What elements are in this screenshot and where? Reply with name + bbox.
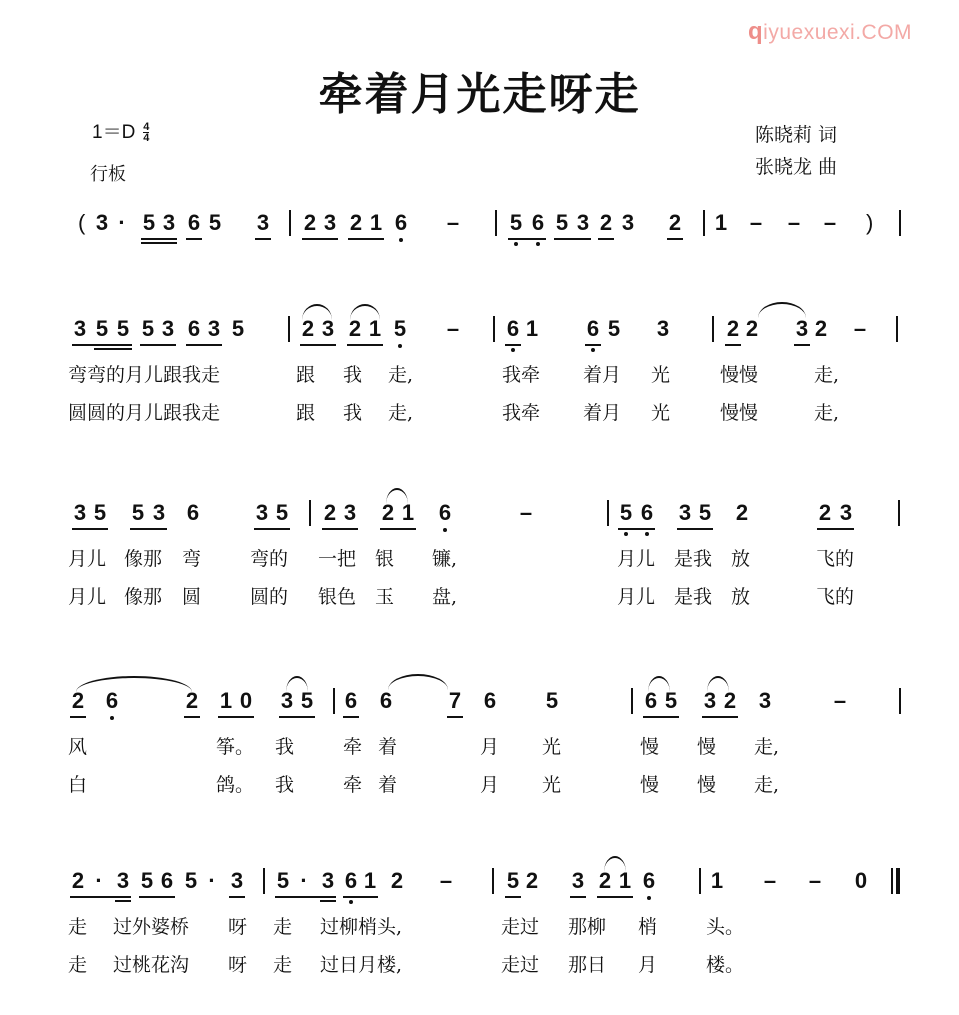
barline bbox=[607, 500, 609, 526]
note: 3 bbox=[152, 500, 166, 525]
note: 2 bbox=[814, 316, 828, 341]
note: 6 bbox=[483, 688, 497, 713]
underline bbox=[725, 344, 741, 346]
note: 5 bbox=[231, 316, 245, 341]
note: 3 bbox=[256, 210, 270, 235]
dash: – bbox=[446, 316, 460, 341]
note: 2 bbox=[390, 868, 404, 893]
underline bbox=[72, 344, 132, 346]
lyric: 走, bbox=[388, 402, 414, 424]
underline bbox=[72, 528, 108, 530]
underline bbox=[677, 528, 713, 530]
lyric: 走, bbox=[754, 774, 780, 796]
lyric: 玉 bbox=[375, 586, 395, 608]
underline bbox=[347, 344, 383, 346]
note: 3 bbox=[795, 316, 809, 341]
note: 6 bbox=[160, 868, 174, 893]
note: 2 bbox=[726, 316, 740, 341]
dot-augment: · bbox=[208, 868, 216, 893]
note: 3 bbox=[207, 316, 221, 341]
underline bbox=[343, 716, 359, 718]
lyric: 圆 bbox=[182, 586, 202, 608]
lyric: 风 bbox=[68, 736, 88, 758]
underline bbox=[279, 716, 315, 718]
note-digit: 6 bbox=[438, 500, 452, 525]
lyric: 走过 bbox=[501, 916, 540, 938]
note: 1 bbox=[369, 210, 383, 235]
low-octave-dot bbox=[349, 900, 353, 904]
lyric: 放 bbox=[731, 586, 751, 608]
note: 1 bbox=[618, 868, 632, 893]
underline bbox=[229, 896, 245, 898]
lyric: 飞的 bbox=[816, 586, 855, 608]
slur bbox=[76, 676, 192, 692]
underline bbox=[585, 344, 601, 346]
underline bbox=[275, 896, 336, 898]
underline bbox=[505, 896, 521, 898]
key-label: 1＝D bbox=[92, 122, 136, 143]
note: 3 bbox=[323, 210, 337, 235]
lyric: 着 bbox=[378, 736, 398, 758]
note: 5 bbox=[140, 868, 154, 893]
lyric: 走, bbox=[814, 364, 840, 386]
note: 3 bbox=[343, 500, 357, 525]
slur bbox=[388, 674, 448, 690]
note: 2 bbox=[301, 316, 315, 341]
lyric: 梢 bbox=[638, 916, 658, 938]
lyric: 走, bbox=[814, 402, 840, 424]
lyric: 弯 bbox=[182, 548, 202, 570]
underline bbox=[70, 716, 86, 718]
barline bbox=[333, 688, 335, 714]
lyric: 慢慢 bbox=[720, 364, 759, 386]
barline bbox=[492, 868, 494, 894]
note: 2 bbox=[71, 688, 85, 713]
lyric: 我牵 bbox=[502, 364, 541, 386]
lyric: 走 bbox=[68, 916, 88, 938]
underline bbox=[141, 238, 177, 240]
underline bbox=[70, 896, 131, 898]
underline bbox=[186, 344, 222, 346]
note-low bbox=[508, 210, 524, 236]
note-digit: 6 bbox=[506, 316, 520, 341]
note: 3 bbox=[73, 316, 87, 341]
note: 3 bbox=[73, 500, 87, 525]
lyric: 白 bbox=[68, 774, 88, 796]
barline bbox=[309, 500, 311, 526]
underline bbox=[300, 344, 336, 346]
barline bbox=[288, 316, 290, 342]
note: 3 bbox=[321, 316, 335, 341]
note: 2 bbox=[668, 210, 682, 235]
note: 2 bbox=[598, 868, 612, 893]
song-title: 牵着月光走呀走 bbox=[318, 69, 641, 120]
composer-credit: 张晓龙 曲 bbox=[755, 156, 838, 178]
note: 2 bbox=[818, 500, 832, 525]
note: 0 bbox=[854, 868, 868, 893]
note-low bbox=[437, 500, 453, 526]
note: 3 bbox=[162, 210, 176, 235]
lyric: 光 bbox=[542, 736, 562, 758]
underline bbox=[794, 344, 810, 346]
dash: – bbox=[446, 210, 460, 235]
lyric: 银 bbox=[375, 548, 395, 570]
note: 5 bbox=[276, 868, 290, 893]
lyric: 过日月楼, bbox=[320, 954, 403, 976]
lyric: 我 bbox=[343, 364, 363, 386]
low-octave-dot bbox=[398, 344, 402, 348]
intro-close-paren: ) bbox=[866, 210, 874, 235]
note: 5 bbox=[142, 210, 156, 235]
lyric: 过柳梢头, bbox=[320, 916, 403, 938]
lyric: 牵 bbox=[343, 774, 363, 796]
note-low bbox=[585, 316, 601, 342]
note-low bbox=[618, 500, 634, 526]
note: 3 bbox=[230, 868, 244, 893]
dot-augment: · bbox=[118, 210, 126, 235]
note: 6 bbox=[186, 500, 200, 525]
low-octave-dot bbox=[647, 896, 651, 900]
lyric: 月儿 bbox=[68, 586, 107, 608]
underline bbox=[218, 716, 254, 718]
lyric: 光 bbox=[651, 364, 671, 386]
note: 6 bbox=[379, 688, 393, 713]
note: 3 bbox=[678, 500, 692, 525]
lyric: 像那 bbox=[124, 548, 163, 570]
lyric: 慢慢 bbox=[720, 402, 759, 424]
underline bbox=[322, 528, 358, 530]
low-octave-dot bbox=[399, 238, 403, 242]
note: 5 bbox=[208, 210, 222, 235]
lyric: 楼。 bbox=[706, 954, 745, 976]
barline bbox=[631, 688, 633, 714]
lyric: 一把 bbox=[318, 548, 357, 570]
underline bbox=[508, 238, 546, 240]
lyric: 过外婆桥 bbox=[113, 916, 190, 938]
note-digit: 5 bbox=[393, 316, 407, 341]
note: 2 bbox=[381, 500, 395, 525]
lyric: 月儿 bbox=[68, 548, 107, 570]
barline bbox=[699, 868, 701, 894]
note: 3 bbox=[758, 688, 772, 713]
lyric: 慢 bbox=[697, 774, 717, 796]
underline bbox=[139, 896, 175, 898]
low-octave-dot bbox=[514, 242, 518, 246]
note: 1 bbox=[363, 868, 377, 893]
lyric: 筝。 bbox=[216, 736, 255, 758]
lyric: 那柳 bbox=[568, 916, 607, 938]
note: 2 bbox=[185, 688, 199, 713]
low-octave-dot bbox=[110, 716, 114, 720]
underline bbox=[598, 238, 614, 240]
barline bbox=[712, 316, 714, 342]
note-digit: 6 bbox=[394, 210, 408, 235]
underline bbox=[380, 528, 416, 530]
dash: – bbox=[833, 688, 847, 713]
lyric: 跟 bbox=[296, 364, 316, 386]
underline bbox=[667, 238, 683, 240]
note: 2 bbox=[323, 500, 337, 525]
underline bbox=[320, 900, 336, 902]
barline bbox=[703, 210, 705, 236]
note-low bbox=[104, 688, 120, 714]
note: 2 bbox=[525, 868, 539, 893]
note: 5 bbox=[275, 500, 289, 525]
note-digit: 6 bbox=[642, 868, 656, 893]
note-digit: 5 bbox=[619, 500, 633, 525]
note: 3 bbox=[280, 688, 294, 713]
note: 2 bbox=[745, 316, 759, 341]
low-octave-dot bbox=[536, 242, 540, 246]
final-barline-thin bbox=[891, 868, 893, 894]
dash: – bbox=[763, 868, 777, 893]
low-octave-dot bbox=[645, 532, 649, 536]
lyric: 呀 bbox=[228, 916, 248, 938]
note: 3 bbox=[116, 868, 130, 893]
barline bbox=[495, 210, 497, 236]
note: 5 bbox=[131, 500, 145, 525]
underline bbox=[140, 344, 176, 346]
watermark-text: iyuexuexi.COM bbox=[763, 21, 913, 44]
lyric: 过桃花沟 bbox=[113, 954, 190, 976]
note: 6 bbox=[344, 688, 358, 713]
underline bbox=[115, 900, 131, 902]
lyric: 走, bbox=[388, 364, 414, 386]
lyric: 牵 bbox=[343, 736, 363, 758]
low-octave-dot bbox=[591, 348, 595, 352]
note: 5 bbox=[506, 868, 520, 893]
time-top: 4 bbox=[143, 121, 150, 134]
note: 3 bbox=[571, 868, 585, 893]
time-signature bbox=[143, 122, 149, 143]
note: 2 bbox=[735, 500, 749, 525]
note: 3 bbox=[656, 316, 670, 341]
note: 3 bbox=[576, 210, 590, 235]
lyric: 是我 bbox=[674, 548, 713, 570]
lyric: 着月 bbox=[583, 364, 622, 386]
note: 5 bbox=[545, 688, 559, 713]
lyric: 走过 bbox=[501, 954, 540, 976]
lyric: 着 bbox=[378, 774, 398, 796]
note-digit: 6 bbox=[640, 500, 654, 525]
dash: – bbox=[519, 500, 533, 525]
note-low bbox=[393, 210, 409, 236]
lyric: 我 bbox=[275, 774, 295, 796]
note-digit: 6 bbox=[531, 210, 545, 235]
note: 5 bbox=[300, 688, 314, 713]
note: 5 bbox=[664, 688, 678, 713]
lyric: 月 bbox=[480, 736, 500, 758]
note-low bbox=[530, 210, 546, 236]
note: 3 bbox=[321, 868, 335, 893]
lyric: 盘, bbox=[432, 586, 458, 608]
lyric: 弯的 bbox=[250, 548, 289, 570]
note: 3 bbox=[161, 316, 175, 341]
tempo-marking: 行板 bbox=[90, 164, 126, 185]
underline bbox=[643, 716, 679, 718]
note-low bbox=[641, 868, 657, 894]
note: 5 bbox=[93, 500, 107, 525]
note: 5 bbox=[141, 316, 155, 341]
underline bbox=[254, 528, 290, 530]
barline bbox=[899, 210, 901, 236]
lyric: 我 bbox=[275, 736, 295, 758]
watermark-q: q bbox=[748, 18, 764, 45]
note: 1 bbox=[710, 868, 724, 893]
underline bbox=[186, 238, 202, 240]
lyric: 像那 bbox=[124, 586, 163, 608]
lyric: 着月 bbox=[583, 402, 622, 424]
dash: – bbox=[787, 210, 801, 235]
lyric: 走 bbox=[273, 916, 293, 938]
lyric: 银色 bbox=[318, 586, 357, 608]
note-digit: 6 bbox=[105, 688, 119, 713]
note: 0 bbox=[239, 688, 253, 713]
note-digit: 5 bbox=[509, 210, 523, 235]
lyric: 月 bbox=[638, 954, 658, 976]
note: 6 bbox=[187, 210, 201, 235]
note: 6 bbox=[187, 316, 201, 341]
underline bbox=[343, 896, 378, 898]
lyric: 月儿 bbox=[617, 548, 656, 570]
underline bbox=[597, 896, 633, 898]
lyric: 镰, bbox=[432, 548, 458, 570]
note-low bbox=[343, 868, 359, 894]
lyricist-credit: 陈晓莉 词 bbox=[755, 124, 838, 146]
note: 2 bbox=[599, 210, 613, 235]
note: 7 bbox=[448, 688, 462, 713]
barline bbox=[289, 210, 291, 236]
lyric: 跟 bbox=[296, 402, 316, 424]
note: 5 bbox=[555, 210, 569, 235]
lyric: 是我 bbox=[674, 586, 713, 608]
dash: – bbox=[808, 868, 822, 893]
note-low bbox=[639, 500, 655, 526]
dash: – bbox=[749, 210, 763, 235]
underline bbox=[554, 238, 591, 240]
lyric: 走 bbox=[68, 954, 88, 976]
note-low bbox=[392, 316, 408, 342]
lyric: 那日 bbox=[568, 954, 607, 976]
note: 1 bbox=[401, 500, 415, 525]
note: 5 bbox=[95, 316, 109, 341]
lyric: 走 bbox=[273, 954, 293, 976]
low-octave-dot bbox=[624, 532, 628, 536]
note: 3 bbox=[621, 210, 635, 235]
note: 2 bbox=[303, 210, 317, 235]
note: 3 bbox=[839, 500, 853, 525]
site-watermark bbox=[748, 18, 912, 46]
dash: – bbox=[439, 868, 453, 893]
key-signature bbox=[92, 117, 149, 144]
note: 2 bbox=[349, 210, 363, 235]
note: 1 bbox=[219, 688, 233, 713]
note-digit: 6 bbox=[586, 316, 600, 341]
lyric: 飞的 bbox=[816, 548, 855, 570]
lyric: 呀 bbox=[228, 954, 248, 976]
underline bbox=[302, 238, 338, 240]
note: 1 bbox=[368, 316, 382, 341]
note: 2 bbox=[723, 688, 737, 713]
underline bbox=[130, 528, 167, 530]
note-digit: 6 bbox=[344, 868, 358, 893]
barline bbox=[898, 500, 900, 526]
lyric: 鸽。 bbox=[216, 774, 255, 796]
underline bbox=[618, 528, 655, 530]
note: 5 bbox=[116, 316, 130, 341]
lyric: 走, bbox=[754, 736, 780, 758]
lyric: 圆的 bbox=[250, 586, 289, 608]
dash: – bbox=[853, 316, 867, 341]
lyric: 慢 bbox=[640, 774, 660, 796]
note: 1 bbox=[525, 316, 539, 341]
note: 5 bbox=[607, 316, 621, 341]
lyric: 慢 bbox=[640, 736, 660, 758]
underline bbox=[817, 528, 854, 530]
dot-augment: · bbox=[95, 868, 103, 893]
lyric: 月 bbox=[480, 774, 500, 796]
low-octave-dot bbox=[443, 528, 447, 532]
barline bbox=[899, 688, 901, 714]
intro-open-paren: ( bbox=[78, 210, 86, 235]
lyric: 我 bbox=[343, 402, 363, 424]
note: 3 bbox=[255, 500, 269, 525]
lyric: 光 bbox=[651, 402, 671, 424]
underline bbox=[141, 242, 177, 244]
time-bottom: 4 bbox=[143, 132, 150, 145]
final-barline-thick bbox=[896, 868, 900, 894]
note: 3 bbox=[95, 210, 109, 235]
underline bbox=[94, 348, 132, 350]
underline bbox=[447, 716, 463, 718]
barline bbox=[493, 316, 495, 342]
note: 5 bbox=[184, 868, 198, 893]
barline bbox=[263, 868, 265, 894]
underline bbox=[702, 716, 738, 718]
low-octave-dot bbox=[511, 348, 515, 352]
note-low bbox=[505, 316, 521, 342]
note: 2 bbox=[71, 868, 85, 893]
underline bbox=[570, 896, 586, 898]
lyric: 放 bbox=[731, 548, 751, 570]
underline bbox=[505, 344, 521, 346]
lyric: 圆圆的月儿跟我走 bbox=[68, 402, 221, 424]
note: 3 bbox=[703, 688, 717, 713]
dot-augment: · bbox=[300, 868, 308, 893]
note: 5 bbox=[698, 500, 712, 525]
lyric: 月儿 bbox=[617, 586, 656, 608]
underline bbox=[255, 238, 271, 240]
barline bbox=[896, 316, 898, 342]
lyric: 慢 bbox=[697, 736, 717, 758]
lyric: 我牵 bbox=[502, 402, 541, 424]
note: 2 bbox=[348, 316, 362, 341]
underline bbox=[184, 716, 200, 718]
note: 1 bbox=[714, 210, 728, 235]
underline bbox=[348, 238, 384, 240]
dash: – bbox=[823, 210, 837, 235]
lyric: 头。 bbox=[706, 916, 745, 938]
lyric: 弯弯的月儿跟我走 bbox=[68, 364, 221, 386]
lyric: 光 bbox=[542, 774, 562, 796]
note: 6 bbox=[644, 688, 658, 713]
